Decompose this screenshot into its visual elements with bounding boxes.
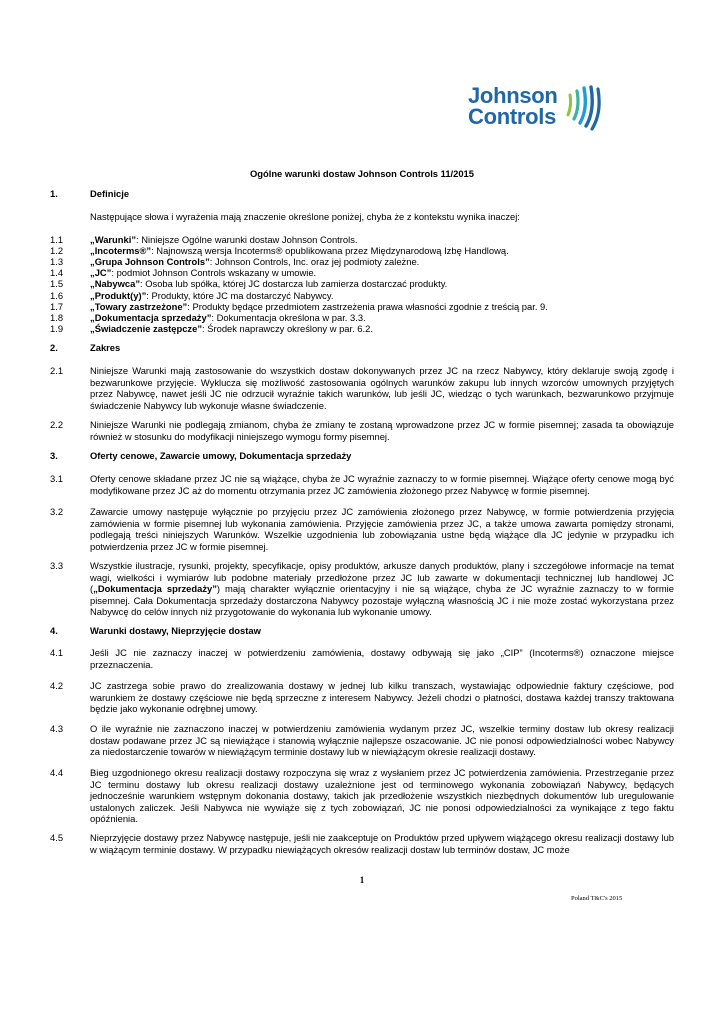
- definition-text: : Produkty, które JC ma dostarczyć Nabywcy.: [146, 289, 334, 301]
- definition-text: : Dokumentacja określona w par. 3.3.: [211, 311, 366, 323]
- definition-term: „Świadczenie zastępcze”: [90, 322, 203, 334]
- definition-text: : Johnson Controls, Inc. oraz jej podmioty zależne.: [209, 256, 420, 268]
- logo-line-1: Johnson: [468, 83, 558, 108]
- definition-term: „Towary zastrzeżone”: [90, 300, 188, 312]
- definition-term: „Produkt(y)”: [90, 289, 147, 301]
- definition-text: : Osoba lub spółka, której JC dostarcza lub zamierza dostarczać produkty.: [140, 278, 448, 290]
- definition-term: „Nabywca”: [90, 278, 141, 290]
- definition-text: : Środek naprawczy określony w par. 6.2.: [202, 322, 373, 334]
- logo-swoosh-icon: [564, 85, 604, 133]
- document-page: Johnson Controls Ogólne warunki dostaw Johnson Controls 11/2015 1. Definicje Następujące słowa i wyrażenia mają znaczenie określone poniżej, chyba że z kontekstu wynika inaczej: 1.1 „Warunki”: Niniejsze Ogólne warunki dostaw Johnson Controls. 1.2 „Incoterms®”: Najnowszą wersja Incoterms® opublikowana przez Międzynarodową Izbę Handlową. 1.3 „Grupa Johnson Controls”: Johnson Controls, Inc. oraz jej podmioty zależne. 1.4 „JC”: podmiot Johnson Controls wskazany w umowie. 1.5 „Nabywca”: Osoba lub spółka, której JC dostarcza lub zamierza dostarczać produkty. 1.6 „Produkt(y)”: Produkty, które JC ma dostarczyć Nabywcy. 1.7 „Towary zastrzeżone”: Produkty będące przedmiotem zastrzeżenia prawa własności zgodnie z treścią par. 9. 1.8 „Dokumentacja sprzedaży”: Dokumentacja określona w par. 3.3. 1.9 „Świadczenie zastępcze”: Środek naprawczy określony w par. 6.2. 2. Zakres 2.1 Niniejsze Warunki mają zastosowanie do wszystkich dostaw dokonywanych przez JC na rzecz Nabywcy, który deklaruje swoją zgodę i bezwarunkowe przyjęcie. Wyklucza się możliwość zastosowania ogólnych warunków zakupu lub innych wzorców umownych przyjętych przez Nabywcę, nawet jeśli JC nie odrzucił wyraźnie takich warunków, lub jeśli JC, wiedząc o tych warunkach, bezwarunkowo przyjmuje świadczenie Nabywcy lub wykonuje własne świadczenie. 2.2 Niniejsze Warunki nie podlegają zmianom, chyba że zmiany te zostaną wprowadzone przez JC w formie pisemnej; zasada ta obowiązuje również w stosunku do modyfikacji niniejszego wymogu formy pisemnej. 3. Oferty cenowe, Zawarcie umowy, Dokumentacja sprzedaży 3.1 Oferty cenowe składane przez JC nie są wiążące, chyba że JC wyraźnie zaznaczy to w formie pisemnej. Wiążące oferty cenowe mogą być modyfikowane przez JC aż do momentu otrzymania przez JC zamówienia złożonego przez Nabywcę w formie pisemnej. 3.2 Zawarcie umowy następuje wyłącznie po przyjęciu przez JC zamówienia złożonego przez Nabywcę, w formie potwierdzenia przyjęcia zamówienia w formie pisemnej lub wykonania zamówienia. Przyjęcie zamówienia przez JC, a także umowa zawarta pomiędzy stronami, podlegają treści niniejszych Warunków. Wszelkie uzgodnienia lub zobowiązania ustne będą wiążące dla JC jedynie w przypadku ich potwierdzenia przez JC w formie pisemnej. 3.3 Wszystkie ilustracje, rysunki, projekty, specyfikacje, opisy produktów, arkusze danych produktów, plany i szczegółowe informacje na temat wagi, wielkości i wymiarów lub podobne materiały przedłożone przez JC lub zawarte w dokumentacji technicznej lub handlowej JC („Dokumentacja sprzedaży”) mają charakter wyłącznie orientacyjny i nie są wiążące, chyba że JC wyraźnie zaznaczy to w formie pisemnej. Cała Dokumentacja sprzedaży dostarczona Nabywcy pozostaje wyłączną własnością JC i nie może zostać wykorzystana przez Nabywcę do celów innych niż przygotowanie do wykonania lub wykonanie umowy. 4. Warunki dostawy, Nieprzyjęcie dostaw 4.1 Jeśli JC nie zaznaczy inaczej w potwierdzeniu zamówienia, dostawy odbywają się jako „CIP” (Incoterms®) oznaczone miejsce przeznaczenia. 4.2 JC zastrzega sobie prawo do zrealizowania dostawy w jednej lub kilku transzach, wystawiając odpowiednie faktury częściowe, pod warunkiem że dostawy częściowe nie będą sprzeczne z interesem Nabywcy. Jeżeli chodzi o płatności, dostawa każdej transzy traktowana będzie jako wykonanie odrębnej umowy. 4.3 O ile wyraźnie nie zaznaczono inaczej w potwierdzeniu zamówienia wydanym przez JC, wszelkie terminy dostaw lub okresy realizacji dostaw podawane przez JC są niewiążące i stanowią wyłącznie najlepsze oszacowanie. JC nie ponosi odpowiedzialności wobec Nabywcy za niedostarczenie towarów w niewiążącym terminie dostawy lub w niewiążącym okresie realizacji dostawy. 4.4 Bieg uzgodnionego okresu realizacji dostawy rozpoczyna się wraz z wysłaniem przez JC potwierdzenia zamówienia. Przestrzeganie przez JC terminu dostawy lub okresu realizacji dostawy uzależnione jest od terminowego wykonania zobowiązań Nabywcy, będących jednocześnie warunkiem wstępnym dokonania dostawy, takich jak przedłożenie wszystkich niezbędnych dokumentów lub uregulowanie ustalonych zaliczek. Jeśli Nabywca nie wywiąże się z tych zobowiązań, JC nie ponosi odpowiedzialności za wynikające z tego faktu opóźnienia. 4.5 Nieprzyjęcie dostawy przez Nabywcę następuje, jeśli nie zaakceptuje on Produktów przed upływem wiążącego okresu realizacji dostawy lub w wiążącym terminie dostawy. W przypadku niewiążących okresów realizacji dostaw lub terminów dostaw, JC może 1 Poland T&C's 2015: [0, 0, 724, 1024]
- definition-text: : Niniejsze Ogólne warunki dostaw Johnson Controls.: [136, 234, 358, 245]
- logo-line-2: Controls: [468, 104, 557, 129]
- definition-term: „Warunki”: [90, 234, 137, 245]
- johnson-controls-logo: [468, 85, 606, 157]
- definition-text: : Produkty będące przedmiotem zastrzeżenia prawa własności zgodnie z treścią par. 9.: [187, 300, 548, 312]
- definition-term: „JC”: [90, 267, 112, 279]
- document-title: Ogólne warunki dostaw Johnson Controls 11/2015: [249, 168, 474, 179]
- definition-term: „Grupa Johnson Controls”: [90, 256, 210, 268]
- page-number: 1: [359, 875, 365, 885]
- definition-term: „Dokumentacja sprzedaży”: [90, 311, 212, 323]
- footer-note: Poland T&C's 2015: [571, 895, 623, 902]
- definition-term: „Incoterms®”: [90, 245, 152, 257]
- definition-text: : podmiot Johnson Controls wskazany w umowie.: [111, 267, 317, 279]
- definition-text: : Najnowszą wersja Incoterms® opublikowana przez Międzynarodową Izbę Handlową.: [151, 245, 509, 257]
